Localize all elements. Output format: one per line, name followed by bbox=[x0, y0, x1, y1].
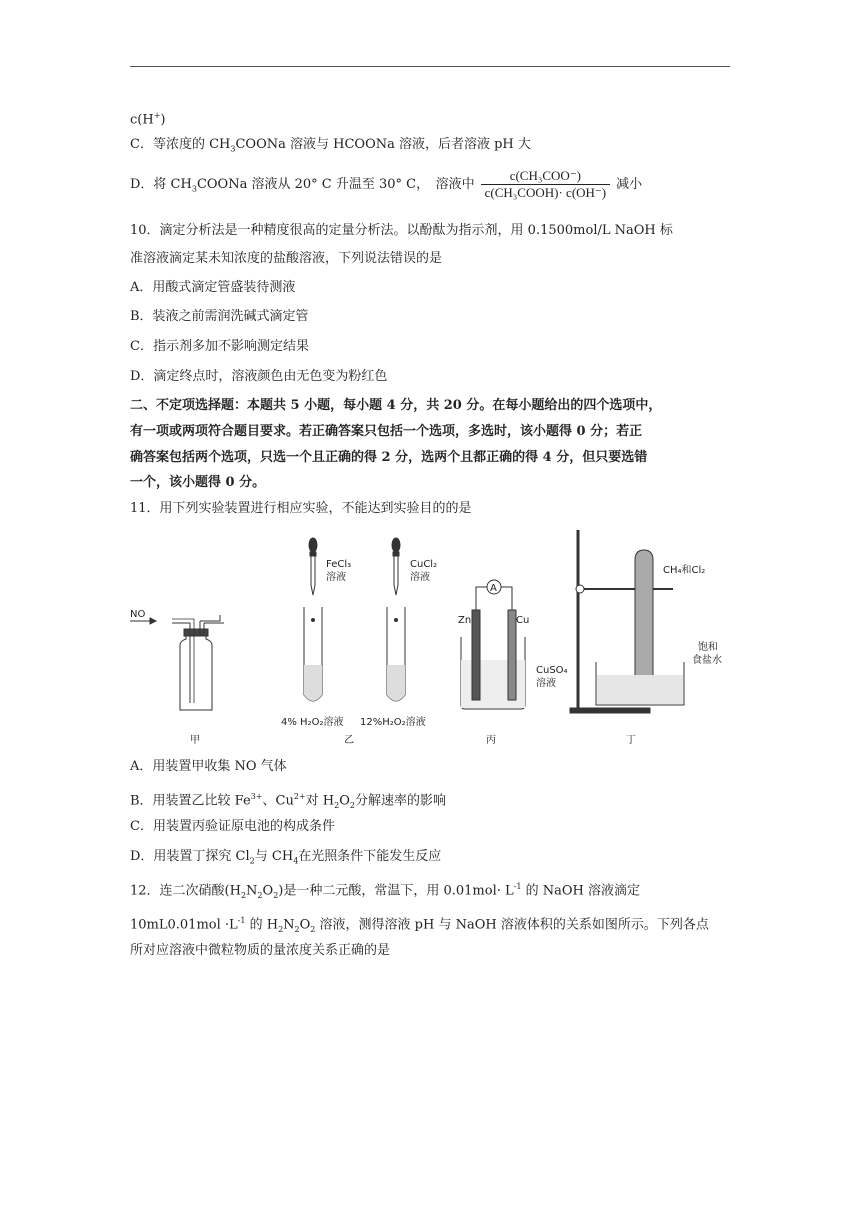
label-jia: 甲 bbox=[190, 735, 200, 746]
section2-line-1: 二、不定项选择题：本题共 5 小题，每小题 4 分，共 20 分。在每小题给出的四个选项中， bbox=[130, 398, 662, 413]
cuso4-label: CuSO₄ bbox=[536, 665, 568, 676]
label-bing: 丙 bbox=[486, 735, 496, 746]
h2o2-12-label: 12%H₂O₂溶液 bbox=[360, 717, 426, 728]
q11-option-a: A．用装置甲收集 NO 气体 bbox=[130, 759, 287, 774]
section2-line-2: 有一项或两项符合题目要求。若正确答案只包括一个选项，多选时，该小题得 0 分；若正 bbox=[130, 424, 643, 439]
cu-label: Cu bbox=[516, 615, 530, 626]
q10-stem-2: 准溶液滴定某未知浓度的盐酸溶液，下列说法错误的是 bbox=[130, 251, 443, 266]
ammeter-label: A bbox=[490, 583, 497, 594]
cuso4-rongye: 溶液 bbox=[536, 678, 556, 689]
cucl2-rongye: 溶液 bbox=[410, 572, 430, 583]
q9-option-c: C．等浓度的 $CH_3COONa$ 溶液与 HCOONa 溶液，后者溶液 pH 大 bbox=[130, 137, 531, 154]
q9-option-d: D．将 $CH_3COONa$ 溶液从 20° C 升温至 30° C， 溶液中 $\frac{\text{c(CH₃COO⁻)}}{\text{c(CH₃COOH)· c(OH⁻)}}$ 减小 bbox=[130, 168, 643, 200]
zn-label: Zn bbox=[458, 615, 472, 626]
q11-stem: 11．用下列实验装置进行相应实验，不能达到实验目的的是 bbox=[130, 501, 472, 516]
section2-line-3: 确答案包括两个选项，只选一个且正确的得 2 分，选两个且都正确的得 4 分，但只要选错 bbox=[130, 450, 648, 465]
apparatus-figure bbox=[128, 525, 732, 750]
q11-option-c: C．用装置丙验证原电池的构成条件 bbox=[130, 819, 335, 834]
section2-line-4: 一个，该小题得 0 分。 bbox=[130, 475, 266, 490]
q9-fraction bbox=[481, 168, 611, 201]
apparatus-yi bbox=[304, 538, 437, 701]
no-label: NO bbox=[130, 609, 146, 620]
fraction-denominator: c(CH₃COOH)· c(OH⁻) bbox=[484, 185, 607, 200]
apparatus-bing bbox=[461, 580, 525, 709]
q10-stem-1: 10．滴定分析法是一种精度很高的定量分析法。以酚酞为指示剂，用 0.1500mol/L NaOH 标 bbox=[130, 223, 673, 238]
fecl3-rongye: 溶液 bbox=[326, 572, 346, 583]
q11-option-d: D．用装置丁探究 $Cl_2$与 $CH_4$在光照条件下能发生反应 bbox=[130, 849, 442, 866]
label-ding: 丁 bbox=[626, 735, 636, 746]
fecl3-label: FeCl₃ bbox=[326, 559, 352, 570]
header-rule bbox=[130, 66, 730, 67]
q10-option-d: D．滴定终点时，溶液颜色由无色变为粉红色 bbox=[130, 369, 388, 384]
q12-line-2: $10mL0.01mol \cdot L^{-1}$ 的 $H_2N_2O_2$ 溶液，测得溶液 pH 与 NaOH 溶液体积的关系如图所示。下列各点 bbox=[130, 916, 709, 934]
baohe-label: 饱和 bbox=[698, 642, 718, 653]
q11-option-b: B．用装置乙比较 $Fe^{3+}$、$Cu^{2+}$对 $H_2O_2$分解速率的影响 bbox=[130, 792, 446, 810]
label-yi: 乙 bbox=[344, 735, 354, 746]
q9-fragment: c(H+) bbox=[130, 111, 166, 128]
apparatus-ding bbox=[570, 530, 684, 713]
shiyanshui-label: 食盐水 bbox=[692, 655, 722, 666]
q12-line-3: 所对应溶液中微粒物质的量浓度关系正确的是 bbox=[130, 943, 391, 958]
q10-option-b: B．装液之前需润洗碱式滴定管 bbox=[130, 309, 309, 324]
fraction-numerator: c(CH₃COO⁻) bbox=[481, 168, 611, 185]
ch4cl2-label: CH₄和Cl₂ bbox=[663, 565, 706, 576]
cucl2-label: CuCl₂ bbox=[410, 559, 438, 570]
q12-line-1: 12．连二次硝酸$(H_2N_2O_2)$是一种二元酸，常温下，用 $0.01mol\cdot L^{-1}$ 的 NaOH 溶液滴定 bbox=[130, 882, 640, 900]
apparatus-jia bbox=[130, 609, 224, 710]
q10-option-a: A．用酸式滴定管盛装待测液 bbox=[130, 280, 296, 295]
h2o2-4-label: 4% H₂O₂溶液 bbox=[281, 717, 344, 728]
q10-option-c: C．指示剂多加不影响测定结果 bbox=[130, 339, 309, 354]
